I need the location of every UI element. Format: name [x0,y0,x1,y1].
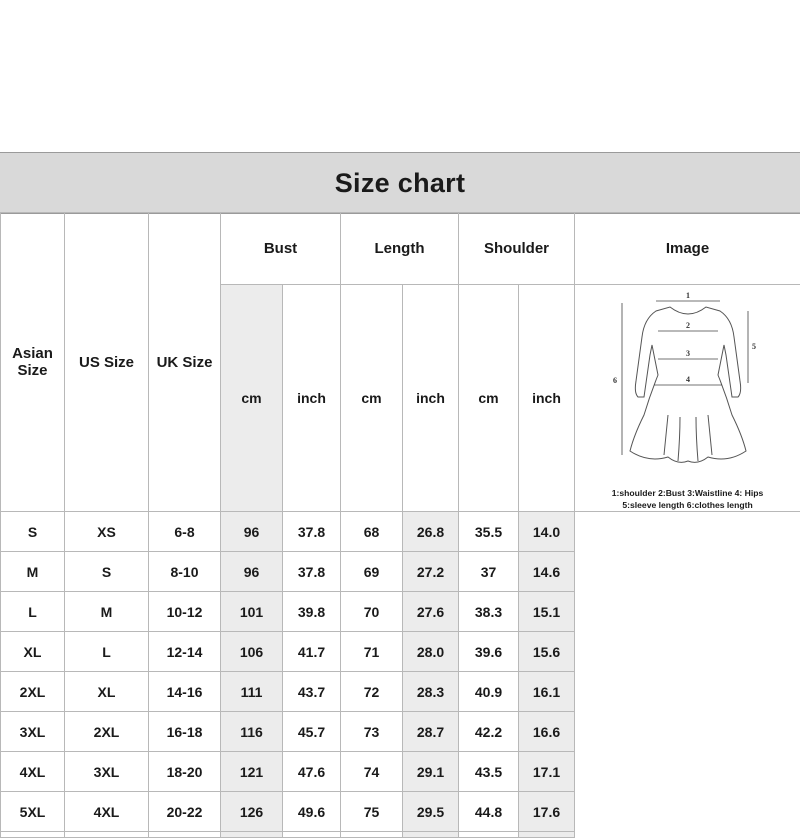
diagram-label-2: 2 [686,321,690,330]
cell-asian: L [1,592,65,632]
cell-length-inch: 27.2 [403,552,459,592]
cell-us: 2XL [65,712,149,752]
cell-bust-inch: 41.7 [283,632,341,672]
cell-bust-inch: 37.8 [283,512,341,552]
cell-uk: 20-22 [149,792,221,832]
cell-length-inch: 27.6 [403,592,459,632]
cell-bust-inch: 39.8 [283,592,341,632]
diagram-label-3: 3 [686,349,690,358]
cell-us: S [65,552,149,592]
header-bust: Bust [221,213,341,285]
cell-length-cm: 68 [341,512,403,552]
cell-us: L [65,632,149,672]
cell-asian: XL [1,632,65,672]
cell-length-cm: 73 [341,712,403,752]
cell-length-inch: 28.7 [403,712,459,752]
cell-bust-inch: 45.7 [283,712,341,752]
table-row [1,512,800,552]
diagram-legend [575,487,800,511]
cell-length-inch: 29.5 [403,792,459,832]
cell-bust-inch: 37.8 [283,552,341,592]
cell-length-cm: 71 [341,632,403,672]
header-asian-size: Asian Size [1,213,65,512]
cell-length-inch: 28.3 [403,672,459,712]
cell-shoulder-inch: 17.6 [519,792,575,832]
cell-uk: 16-18 [149,712,221,752]
title-bar [0,152,800,214]
cell-uk: 12-14 [149,632,221,672]
table-row [1,632,800,672]
cell-shoulder-inch: 14.0 [519,512,575,552]
legend-line-2: 5:sleeve length 6:clothes length [575,499,800,511]
header-image: Image [575,213,800,285]
table-row [1,752,800,792]
cell-us: 4XL [65,792,149,832]
cell-uk: 18-20 [149,752,221,792]
cell-length-cm: 69 [341,552,403,592]
header-bust-inch: inch [283,285,341,512]
header-length-inch: inch [403,285,459,512]
cell-uk: 14-16 [149,672,221,712]
cell-uk: 10-12 [149,592,221,632]
cell-bust-cm: 96 [221,512,283,552]
cell-asian: 3XL [1,712,65,752]
cell-us: XS [65,512,149,552]
cell-bust-cm: 121 [221,752,283,792]
cell-bust-inch: 47.6 [283,752,341,792]
cell-length-inch: 26.8 [403,512,459,552]
cell-shoulder-cm: 39.6 [459,632,519,672]
cell-bust-cm: 111 [221,672,283,712]
table-bottom-spacer [1,832,800,838]
cell-length-cm: 75 [341,792,403,832]
table-row [1,592,800,632]
cell-bust-cm: 106 [221,632,283,672]
cell-shoulder-inch: 14.6 [519,552,575,592]
header-length: Length [341,213,459,285]
diagram-label-1: 1 [686,291,690,300]
cell-us: 3XL [65,752,149,792]
cell-shoulder-inch: 16.1 [519,672,575,712]
cell-bust-cm: 126 [221,792,283,832]
cell-bust-cm: 96 [221,552,283,592]
cell-length-cm: 74 [341,752,403,792]
header-uk-size: UK Size [149,213,221,512]
cell-shoulder-cm: 43.5 [459,752,519,792]
cell-shoulder-cm: 40.9 [459,672,519,712]
cell-us: M [65,592,149,632]
header-length-cm: cm [341,285,403,512]
cell-shoulder-cm: 42.2 [459,712,519,752]
cell-asian: 2XL [1,672,65,712]
cell-shoulder-inch: 16.6 [519,712,575,752]
cell-bust-inch: 49.6 [283,792,341,832]
diagram-label-5: 5 [752,342,756,351]
cell-asian: M [1,552,65,592]
header-shoulder-cm: cm [459,285,519,512]
diagram-label-6: 6 [613,376,617,385]
cell-shoulder-cm: 38.3 [459,592,519,632]
header-shoulder: Shoulder [459,213,575,285]
size-table [0,212,800,838]
cell-length-inch: 28.0 [403,632,459,672]
header-bust-cm: cm [221,285,283,512]
cell-bust-cm: 101 [221,592,283,632]
cell-shoulder-inch: 15.1 [519,592,575,632]
cell-bust-cm: 116 [221,712,283,752]
cell-asian: 4XL [1,752,65,792]
legend-line-1: 1:shoulder 2:Bust 3:Waistline 4: Hips [575,487,800,499]
table-row [1,792,800,832]
cell-uk: 8-10 [149,552,221,592]
cell-shoulder-cm: 44.8 [459,792,519,832]
header-us-size: US Size [65,213,149,512]
cell-asian: 5XL [1,792,65,832]
table-row [1,712,800,752]
page-title: Size chart [335,168,466,199]
cell-length-cm: 72 [341,672,403,712]
cell-shoulder-inch: 17.1 [519,752,575,792]
dress-skirt-folds [664,415,712,461]
cell-shoulder-inch: 15.6 [519,632,575,672]
cell-us: XL [65,672,149,712]
cell-length-cm: 70 [341,592,403,632]
table-row [1,672,800,712]
cell-bust-inch: 43.7 [283,672,341,712]
cell-shoulder-cm: 37 [459,552,519,592]
cell-uk: 6-8 [149,512,221,552]
table-row [1,552,800,592]
diagram-label-4: 4 [686,375,690,384]
cell-length-inch: 29.1 [403,752,459,792]
image-cell [575,285,800,512]
cell-shoulder-cm: 35.5 [459,512,519,552]
dress-diagram [608,285,768,485]
header-shoulder-inch: inch [519,285,575,512]
cell-asian: S [1,512,65,552]
